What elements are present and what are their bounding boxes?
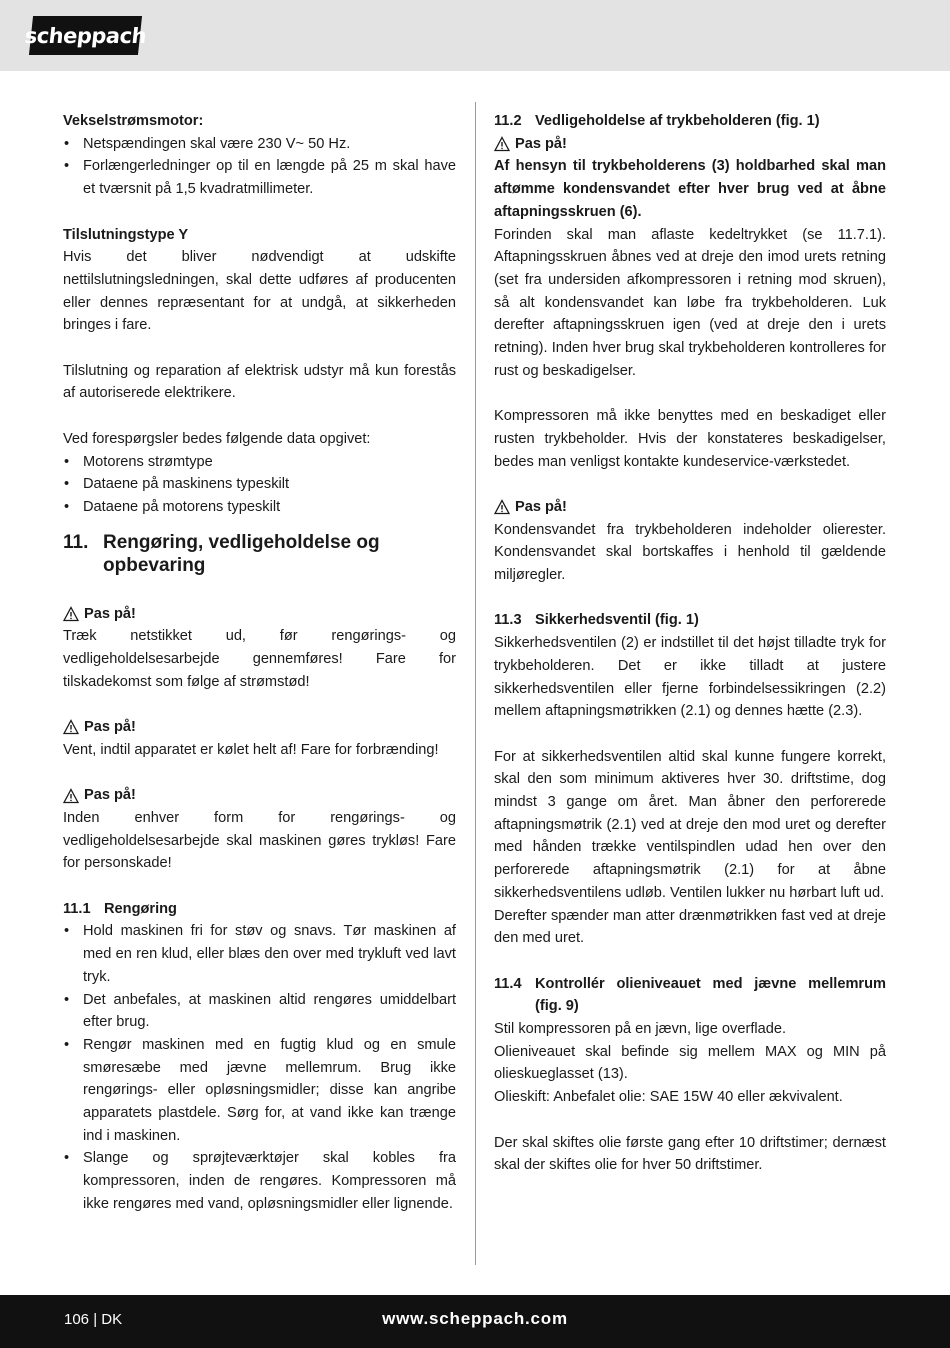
subsection-title: Kontrollér olieniveauet med jævne mellemrum (fig. 9) (535, 975, 886, 1015)
subsection-title: Vedligeholdelse af trykbeholderen (fig. 1) (535, 113, 820, 129)
warning-label: Pas på! (84, 787, 136, 804)
list-item: • Hold maskinen fri for støv og snavs. Tør maskinen af med en ren klud, eller blæs den over med trykluft ved lavt tryk. (63, 920, 456, 988)
warning-heading (494, 133, 886, 156)
warning-heading (63, 716, 456, 739)
list-item: • Det anbefales, at maskinen altid rengøres umiddelbart efter brug. (63, 989, 456, 1034)
warning-label: Pas på! (84, 719, 136, 736)
right-column (494, 110, 886, 1177)
warning-icon (494, 136, 510, 152)
subsection-number: 11.4 (494, 975, 522, 992)
subsection-number: 11.1 (63, 900, 91, 917)
list-item: • Rengør maskinen med en fugtig klud og en smule smøresæbe med jævne mellemrum. Brug ikke rengørings- eller opløsningsmidler; disse kan angribe apparatets plastdele. Sørg for, at vand ikke kan trænge ind i maskinen. (63, 1034, 456, 1148)
list-item: • Motorens strømtype (63, 451, 456, 474)
warning-text: Vent, indtil apparatet er kølet helt af! Fare for forbrænding! (63, 741, 439, 758)
section-heading (63, 531, 456, 577)
paragraph: Kompressoren må ikke benyttes med en beskadiget eller rusten trykbeholder. Hvis der konstateres beskadigelser, bedes man venligst kontakte kundeservice-værkstedet. (494, 408, 886, 470)
warning-text: Kondensvandet fra trykbeholderen indeholder olierester. Kondensvandet skal bortskaffes i henhold til gældende miljøregler. (494, 521, 886, 584)
subsection-number: 11.2 (494, 113, 522, 129)
subsection-heading (494, 973, 886, 1018)
inquiry-text: Ved forespørgsler bedes følgende data opgivet: (63, 430, 371, 447)
website-link[interactable]: www.scheppach.com (382, 1309, 568, 1328)
paragraph: Der skal skiftes olie første gang efter 10 driftstimer; dernæst skal der skiftes olie for hver 50 driftstimer. (494, 1134, 886, 1174)
list-item: • Forlængerledninger op til en længde på 25 m skal have et tværsnit på 1,5 kvadratmillimeter. (63, 155, 456, 200)
left-column (63, 110, 456, 1216)
section-title: Rengøring, vedligeholdelse og opbevaring (103, 531, 380, 576)
warning-label: Pas på! (84, 605, 136, 622)
paragraph: Forinden skal man aflaste kedeltrykket (se 11.7.1). Aftapningsskruen åbnes ved at dreje den imod urets retning (set fra undersiden afkompressoren i retning mod skruen), så alt kondensvandet kan løbe fra trykbeholderen. Luk derefter aftapningsskruen igen (ved at dreje den i urets retning). Inden hver brug skal trykbeholderen kontrolleres for rust og beskadigelser. (494, 226, 886, 379)
warning-icon (494, 499, 510, 515)
cleaning-list (63, 920, 456, 1215)
subsection-heading (63, 898, 456, 921)
subsection-title: Sikkerhedsventil (fig. 1) (535, 612, 699, 629)
subsection-title: Rengøring (104, 900, 177, 917)
paragraph: For at sikkerhedsventilen altid skal kunne fungere korrekt, skal den som minimum aktiveres hver 30. driftstime, dog mindst 3 gange om året. Man åbner den perforerede aftapningsmøtrik (2.1) ved at dreje den mod uret og derefter med hånden trække ventilspindlen udad hen over den perforerede aftapningsmøtrik (2.1) for at åbne sikkerhedsventilens udløb. Ventilen lukker nu hørbart luft ud. (494, 748, 886, 901)
list-item: • Dataene på motorens typeskilt (63, 496, 456, 519)
section-number: 11. (63, 531, 89, 553)
motor-heading: Vekselstrømsmotor: (63, 113, 204, 129)
repair-text: Tilslutning og reparation af elektrisk udstyr må kun forestås af autoriserede elektrikere. (63, 362, 456, 402)
warning-text: Inden enhver form for rengørings- og vedligeholdelsesarbejde skal maskinen gøres trykløs! Fare for personskade! (63, 809, 456, 872)
list-item: • Netspændingen skal være 230 V~ 50 Hz. (63, 133, 456, 156)
connection-heading: Tilslutningstype Y (63, 226, 189, 243)
paragraph: Olieskift: Anbefalet olie: SAE 15W 40 eller ækvivalent. (494, 1089, 843, 1106)
list-item: • Slange og sprøjteværktøjer skal kobles fra kompressoren, inden de rengøres. Kompressoren må ikke rengøres med vand, opløsningsmidler eller lignende. (63, 1147, 456, 1215)
warning-heading (63, 603, 456, 626)
subsection-heading (494, 609, 886, 632)
warning-icon (63, 788, 79, 804)
list-item: • Dataene på maskinens typeskilt (63, 473, 456, 496)
paragraph: Olieniveauet skal befinde sig mellem MAX og MIN på olieskueglasset (13). (494, 1043, 886, 1083)
column-divider (475, 102, 476, 1265)
subsection-heading (494, 110, 886, 133)
inquiry-list (63, 451, 456, 519)
warning-heading (494, 496, 886, 519)
paragraph: Stil kompressoren på en jævn, lige overflade. (494, 1021, 787, 1038)
paragraph: Derefter spænder man atter drænmøtrikken fast ved at dreje den med uret. (494, 907, 886, 947)
warning-icon (63, 606, 79, 622)
warning-label: Pas på! (515, 135, 567, 152)
warning-label: Pas på! (515, 498, 567, 515)
subsection-number: 11.3 (494, 612, 522, 629)
motor-list (63, 133, 456, 201)
footer-band (0, 1295, 950, 1348)
connection-text: Hvis det bliver nødvendigt at udskifte nettilslutningsledningen, skal dette udføres af producenten eller dennes repræsentant for at undgå, at sikkerheden bringes i fare. (63, 249, 456, 334)
paragraph: Sikkerhedsventilen (2) er indstillet til det højst tilladte tryk for trykbeholderen. Det er ikke tilladt at justere sikkerhedsventilen eller fjerne forbindelsessikringen (2.2) mellem aftapningsmøtrikken (2.1) og dennes hætte (2.3). (494, 635, 886, 720)
warning-icon (63, 719, 79, 735)
warning-heading (63, 784, 456, 807)
warning-text: Træk netstikket ud, før rengørings- og vedligeholdelsesarbejde gennemføres! Fare for tilskadekomst som følge af strømstød! (63, 628, 456, 690)
header-band (0, 0, 950, 71)
page-number: 106 | DK (64, 1311, 123, 1328)
warning-text: Af hensyn til trykbeholderens (3) holdbarhed skal man aftømme kondensvandet efter hver brug ved at åbne aftapningsskruen (6). (494, 158, 886, 220)
scheppach-logo: scheppach (29, 16, 142, 55)
